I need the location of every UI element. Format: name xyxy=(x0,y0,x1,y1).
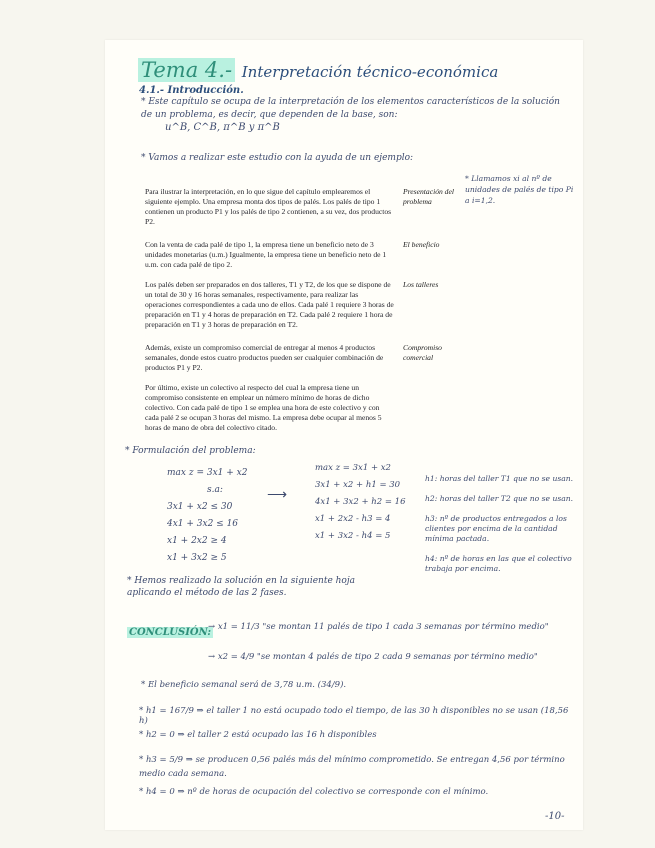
intro-note: * Este capítulo se ocupa de la interpretación de los elementos característicos de la solución de un problema, es decir, que dependen de la base, son: xyxy=(141,97,560,120)
label-presentation: Presentación del problema xyxy=(403,187,454,206)
system-right xyxy=(315,460,406,545)
std-constraint-4: x1 + 3x2 - h4 = 5 xyxy=(315,531,391,541)
std-constraint-2: 4x1 + 3x2 + h2 = 16 xyxy=(315,497,406,507)
conclusion-label: CONCLUSIÓN: xyxy=(129,627,212,638)
solution-note: * Hemos realizado la solución en la siguiente hoja aplicando el método de las 2 fases. xyxy=(127,576,355,598)
paragraph-commitment: Además, existe un compromiso comercial de entregar al menos 4 productos semanales, donde estos cuatro productos pueden ser cualquier combinación de productos P1 y P2. xyxy=(145,343,384,372)
conclusion-h2: * h2 = 0 ⇒ el taller 2 está ocupado las 16 h disponibles xyxy=(139,730,377,740)
slack-notes xyxy=(425,474,585,584)
formulation-heading: * Formulación del problema: xyxy=(125,446,256,456)
paragraph-collective: Por último, existe un colectivo al respecto del cual la empresa tiene un compromiso consistente en emplear un número mínimo de horas de dicho colectivo. Con cada palé de tipo 1 se emplea una hora de este colectivo y con cada palé 2 se ocupan 3 horas del mismo. La empresa debe ocupar al menos 5 horas de mano de obra del colectivo citado. xyxy=(145,383,382,432)
paragraph-benefit: Con la venta de cada palé de tipo 1, la empresa tiene un beneficio neto de 3 unidades monetarias (u.m.) Igualmente, la empresa tiene un beneficio neto de 1 u.m. con cada palé de tipo 2. xyxy=(145,240,387,269)
title-main: Tema 4.- xyxy=(138,58,235,82)
label-commitment: Compromiso comercial xyxy=(403,343,442,362)
label-benefit: El beneficio xyxy=(403,240,440,249)
std-constraint-3: x1 + 2x2 - h3 = 4 xyxy=(315,514,391,524)
label-workshops: Los talleres xyxy=(403,280,439,289)
constraint-1: 3x1 + x2 ≤ 30 xyxy=(167,502,233,512)
note-h2: h2: horas del taller T2 que no se usan. xyxy=(425,494,574,503)
conclusion-x1: → x1 = 11/3 "se montan 11 palés de tipo 1 cada 3 semanas por término medio" xyxy=(208,622,549,632)
conclusion-h4: * h4 = 0 ⇒ nº de horas de ocupación del colectivo se corresponde con el mínimo. xyxy=(139,787,489,797)
conclusion-x2: → x2 = 4/9 "se montan 4 palés de tipo 2 cada 9 semanas por término medio" xyxy=(208,652,538,662)
section-heading: 4.1.- Introducción. xyxy=(139,85,244,96)
title-sub: Interpretación técnico-económica xyxy=(241,63,499,81)
side-note: * Llamamos xi al nº de unidades de palés de tipo Pi a i=1,2. xyxy=(465,174,574,205)
std-constraint-1: 3x1 + x2 + h1 = 30 xyxy=(315,480,401,490)
constraint-3: x1 + 2x2 ≥ 4 xyxy=(167,536,227,546)
formula: u^B, C^B, π^B y π^B xyxy=(165,122,280,133)
std-objective: max z = 3x1 + x2 xyxy=(315,463,391,473)
conclusion-h1: * h1 = 167/9 ⇒ el taller 1 no está ocupado todo el tiempo, de las 30 h disponibles no se usan (18,56 h) xyxy=(139,706,569,726)
objective: max z = 3x1 + x2 xyxy=(167,468,248,478)
conclusion-h3: * h3 = 5/9 ⇒ se producen 0,56 palés más del mínimo comprometido. Se entregan 4,56 por término medio cada semana. xyxy=(139,755,565,779)
page-title xyxy=(138,58,498,82)
document-page xyxy=(105,40,583,830)
arrow-icon: ⟶ xyxy=(267,488,288,503)
note-h4: h4: nº de horas en las que el colectivo trabaja por encima. xyxy=(425,554,572,573)
note-h1: h1: horas del taller T1 que no se usan. xyxy=(425,474,574,483)
paragraph-presentation: Para ilustrar la interpretación, en lo que sigue del capítulo emplearemos el siguiente ejemplo. Una empresa monta dos tipos de palés. Los palés de tipo 1 contienen un producto P1 y los palés de tipo 2 contienen, a su vez, dos productos P2. xyxy=(145,187,392,226)
subject-to: s.a: xyxy=(207,485,223,495)
paragraph-workshops: Los palés deben ser preparados en dos talleres, T1 y T2, de los que se dispone de un total de 30 y 16 horas semanales, respectivamente, para realizar las operaciones correspondientes a cada uno de ellos. Cada palé 1 requiere 3 horas de preparación en T1 y 4 horas de preparación en T2. Cada palé 2 requiere 1 hora de preparación en T1 y 3 horas de preparación en T2. xyxy=(145,280,394,329)
example-note: * Vamos a realizar este estudio con la ayuda de un ejemplo: xyxy=(141,153,414,163)
constraint-2: 4x1 + 3x2 ≤ 16 xyxy=(167,519,239,529)
constraint-4: x1 + 3x2 ≥ 5 xyxy=(167,553,227,563)
conclusion-benefit: * El beneficio semanal será de 3,78 u.m. (34/9). xyxy=(141,680,347,690)
page-number: -10- xyxy=(545,811,565,822)
system-left xyxy=(167,465,247,567)
note-h3: h3: nº de productos entregados a los clientes por encima de la cantidad mínima pactada. xyxy=(425,514,567,543)
